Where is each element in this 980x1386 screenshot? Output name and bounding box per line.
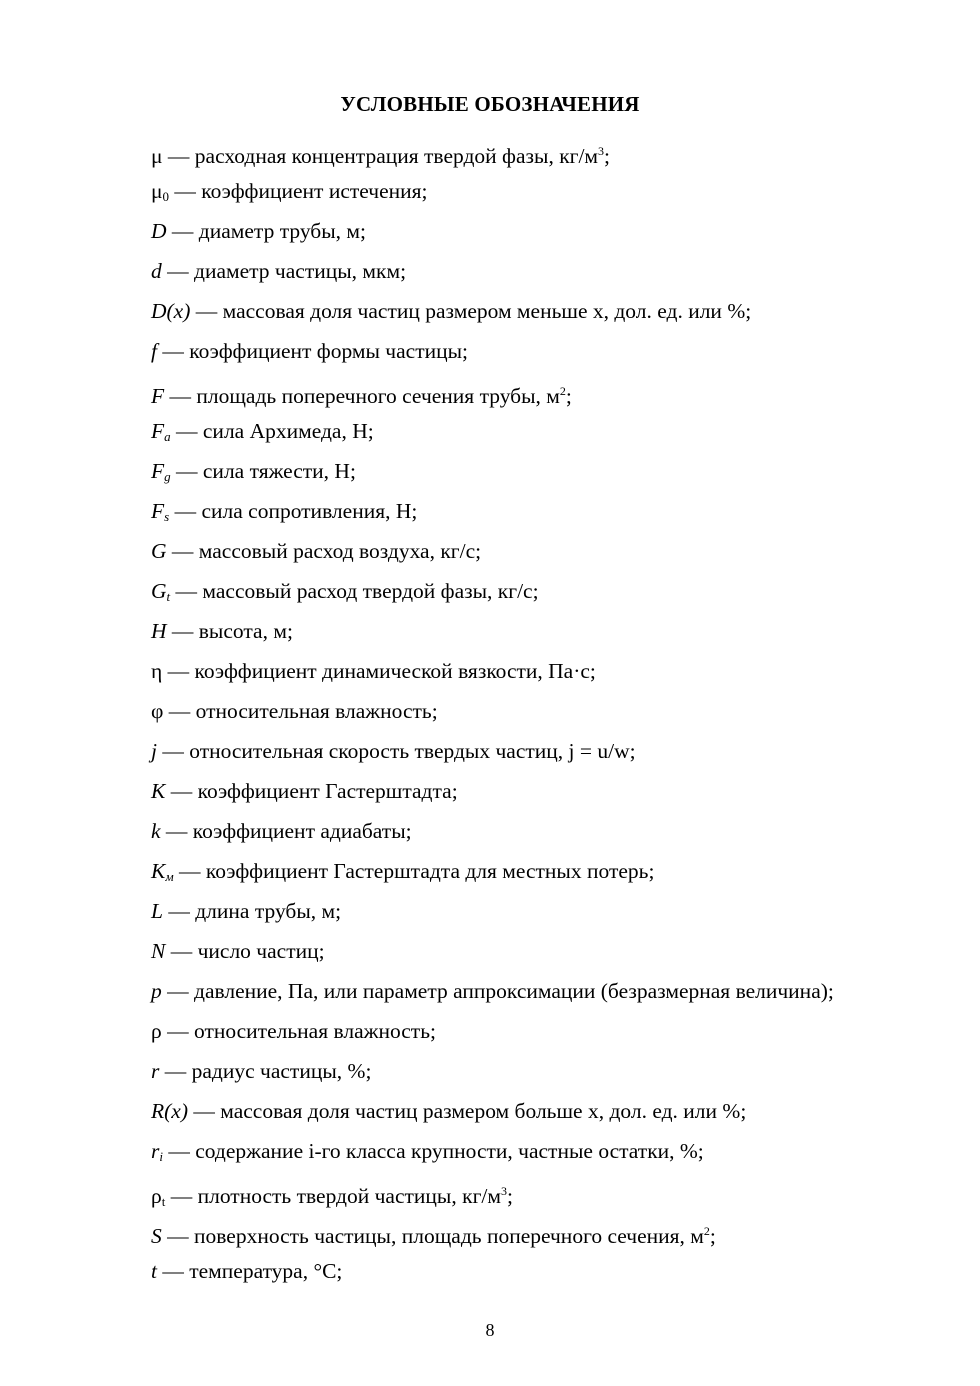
em-dash: — (170, 579, 203, 603)
notation-entry (151, 1013, 951, 1053)
notation-symbol: $F_s$ (151, 499, 170, 524)
notation-description: высота, м; (198, 619, 293, 643)
page-title: УСЛОВНЫЕ ОБОЗНАЧЕНИЯ (340, 92, 640, 116)
notation-description: давление, Па, или параметр аппроксимации (безразмерная величина); (194, 979, 834, 1003)
notation-entry (151, 133, 951, 173)
notation-description: массовая доля частиц размером больше x, дол. ед. или %; (220, 1099, 747, 1123)
notation-description: коэффициент динамической вязкости, Па·с; (194, 659, 596, 683)
notation-entry (151, 293, 951, 333)
notation-symbol: $F_g$ (151, 459, 171, 484)
notation-entry (151, 1173, 951, 1213)
em-dash: — (169, 179, 202, 203)
em-dash: — (165, 939, 198, 963)
em-dash: — (156, 339, 190, 363)
em-dash: — (162, 899, 196, 923)
notation-symbol: H (151, 619, 167, 643)
notation-description: диаметр частицы, мкм; (194, 259, 407, 283)
notation-description: коэффициент истечения; (201, 179, 428, 203)
notation-symbol: η (151, 659, 163, 683)
notation-symbol: L (151, 899, 163, 923)
notation-description: относительная влажность; (195, 699, 438, 723)
notation-description: коэффициент Гастерштадта для местных потерь; (205, 859, 655, 883)
page-number: 8 (485, 1320, 495, 1340)
notation-symbol: S (151, 1224, 162, 1248)
notation-entry (151, 493, 951, 533)
notation-description: плотность твердой частицы, $кг/м^3$; (197, 1184, 513, 1208)
notation-entry (151, 373, 951, 413)
em-dash: — (159, 1059, 192, 1083)
notation-description: сила Архимеда, Н; (202, 419, 374, 443)
notation-description: радиус частицы, %; (191, 1059, 372, 1083)
em-dash: — (161, 259, 194, 283)
notation-description: содержание i-го класса крупности, частные остатки, %; (195, 1139, 704, 1163)
notation-entry (151, 813, 951, 853)
notation-entry (151, 1093, 951, 1133)
notation-entry (151, 453, 951, 493)
notation-symbol: D(x) (151, 299, 191, 323)
notation-entry (151, 173, 951, 213)
em-dash: — (170, 459, 203, 483)
em-dash: — (166, 219, 199, 243)
notation-symbol: f (151, 339, 157, 363)
notation-entry (151, 773, 951, 813)
notation-symbol: k (151, 819, 161, 843)
em-dash: — (156, 1259, 190, 1283)
notation-description: массовый расход воздуха, кг/с; (198, 539, 482, 563)
notation-entry (151, 413, 951, 453)
notation-entry (151, 1253, 951, 1293)
notation-description: диаметр трубы, м; (198, 219, 367, 243)
em-dash: — (170, 419, 203, 443)
em-dash: — (173, 859, 206, 883)
em-dash: — (164, 384, 197, 408)
notation-symbol: D (151, 219, 167, 243)
notation-entry (151, 1133, 951, 1173)
notation-symbol: $r_i$ (151, 1139, 163, 1164)
em-dash: — (162, 659, 195, 683)
notation-symbol: $K_м$ (151, 859, 174, 884)
notation-symbol: $\mu_0$ (151, 179, 170, 204)
notation-entry (151, 573, 951, 613)
notation-symbol: r (151, 1059, 160, 1083)
notation-entry (151, 533, 951, 573)
em-dash: — (163, 699, 196, 723)
notation-entry (151, 213, 951, 253)
notation-symbol: N (151, 939, 166, 963)
notation-description: относительная влажность; (193, 1019, 436, 1043)
notation-symbol: $G_t$ (151, 579, 171, 604)
notation-symbol: R(x) (151, 1099, 188, 1123)
em-dash: — (165, 1184, 198, 1208)
em-dash: — (162, 144, 195, 168)
em-dash: — (161, 979, 194, 1003)
notation-description: поверхность частицы, площадь поперечного сечения, $м^2$; (194, 1224, 716, 1248)
notation-description: площадь поперечного сечения трубы, $м^2$; (196, 384, 572, 408)
em-dash: — (160, 819, 193, 843)
notation-description: число частиц; (197, 939, 325, 963)
notation-entry (151, 893, 951, 933)
notation-entry (151, 613, 951, 653)
notation-symbol: G (151, 539, 167, 563)
notation-description: сила сопротивления, Н; (201, 499, 418, 523)
notation-symbol: d (151, 259, 162, 283)
notation-symbol: μ (151, 144, 163, 168)
notation-entry (151, 1053, 951, 1093)
notation-symbol: t (151, 1259, 157, 1283)
notation-symbol: p (151, 979, 162, 1003)
em-dash: — (190, 299, 223, 323)
notation-symbol: φ (151, 699, 164, 723)
notation-symbol: K (151, 779, 166, 803)
em-dash: — (165, 779, 198, 803)
notation-description: сила тяжести, Н; (202, 459, 356, 483)
notation-entry (151, 253, 951, 293)
notation-list (151, 133, 951, 1293)
notation-description: коэффициент Гастерштадта; (197, 779, 458, 803)
notation-entry (151, 1213, 951, 1253)
notation-description: относительная скорость твердых частиц, j = u/w; (189, 739, 636, 763)
em-dash: — (188, 1099, 221, 1123)
em-dash: — (166, 619, 199, 643)
em-dash: — (161, 1019, 194, 1043)
em-dash: — (161, 1224, 194, 1248)
em-dash: — (163, 1139, 196, 1163)
notation-entry (151, 733, 951, 773)
notation-entry (151, 973, 951, 1013)
notation-description: массовая доля частиц размером меньше x, дол. ед. или %; (222, 299, 752, 323)
notation-description: длина трубы, м; (195, 899, 342, 923)
em-dash: — (166, 539, 199, 563)
notation-description: коэффициент формы частицы; (189, 339, 469, 363)
notation-entry (151, 653, 951, 693)
notation-symbol: F (151, 384, 165, 408)
notation-symbol: ρ (151, 1019, 162, 1043)
notation-symbol: j (151, 739, 157, 763)
em-dash: — (169, 499, 202, 523)
notation-description: массовый расход твердой фазы, кг/с; (202, 579, 539, 603)
notation-entry (151, 333, 951, 373)
notation-entry (151, 693, 951, 733)
notation-description: расходная концентрация твердой фазы, $кг/м^3$; (194, 144, 611, 168)
notation-symbol: $\rho_t$ (151, 1184, 166, 1209)
notation-description: температура, °С; (189, 1259, 343, 1283)
notation-symbol: $F_a$ (151, 419, 171, 444)
notation-entry (151, 853, 951, 893)
em-dash: — (156, 739, 190, 763)
notation-description: коэффициент адиабаты; (192, 819, 412, 843)
notation-entry (151, 933, 951, 973)
